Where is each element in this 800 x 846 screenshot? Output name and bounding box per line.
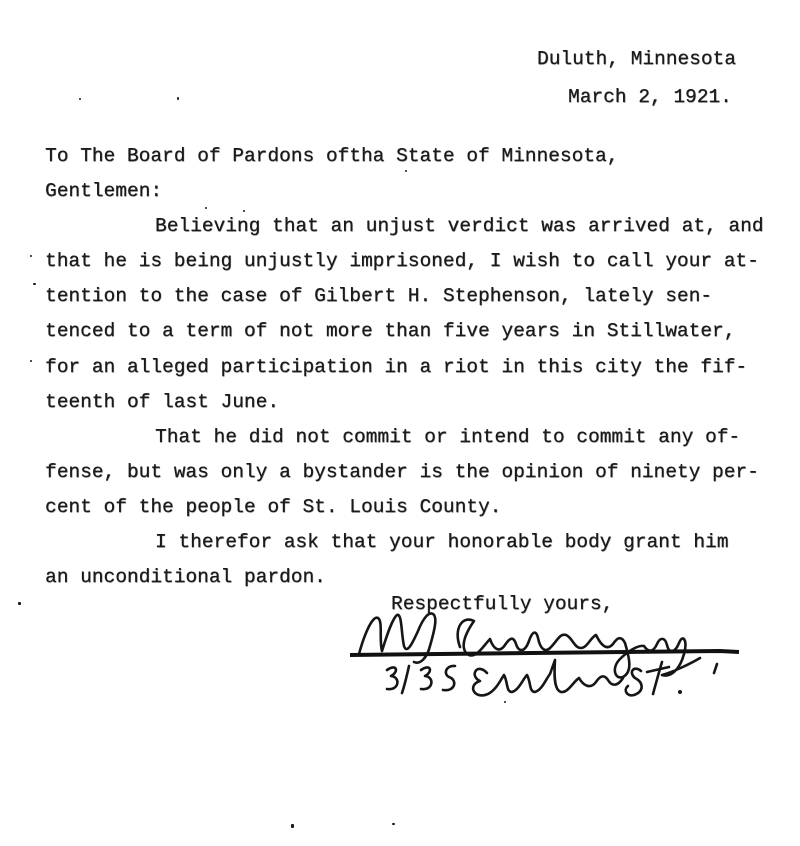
ink-speck: [79, 98, 81, 100]
ink-speck: [177, 97, 179, 100]
signature-address-stroke: [387, 667, 397, 689]
signature-period-dot: [678, 690, 682, 694]
ink-speck: [205, 207, 207, 209]
body-line: teenth of last June.: [45, 390, 280, 413]
ink-speck: [30, 255, 32, 257]
body-line: tenced to a term of not more than five years in Stillwater,: [45, 320, 736, 343]
handwritten-signature: [335, 602, 765, 707]
ink-speck: [33, 283, 36, 285]
body-line: I therefor ask that your honorable body grant him: [155, 531, 729, 554]
ink-speck: [392, 823, 395, 825]
signature-address-stroke: [473, 660, 623, 695]
signature-address-stroke: [653, 662, 662, 694]
body-line: for an alleged participation in a riot in this city the fif-: [45, 355, 748, 378]
ink-speck: [243, 210, 245, 212]
ink-speck: [504, 701, 506, 703]
ink-speck: [291, 824, 294, 828]
signature-strikethrough-rule: [350, 651, 739, 655]
ink-speck: [18, 602, 21, 605]
letter-body: [45, 139, 790, 595]
ink-speck: [405, 170, 407, 172]
body-line: Believing that an unjust verdict was arrived at, and: [155, 215, 764, 238]
body-line: fense, but was only a bystander is the opinion of ninety per-: [45, 460, 759, 483]
dateline-date: March 2, 1921.: [568, 86, 732, 108]
body-line: an unconditional pardon.: [45, 566, 326, 589]
valediction: Respectfully yours,: [391, 593, 614, 615]
signature-apostrophe-stroke: [714, 664, 717, 673]
dateline-city: Duluth, Minnesota: [537, 48, 736, 70]
salutation-line: Gentlemen:: [45, 180, 163, 203]
ink-speck: [30, 360, 32, 362]
recipient-line: To The Board of Pardons oftha State of Minnesota,: [45, 145, 619, 167]
body-line: That he did not commit or intend to commit any of-: [155, 425, 741, 448]
body-line: cent of the people of St. Louis County.: [45, 495, 502, 518]
body-line: tention to the case of Gilbert H. Stephenson, lately sen-: [45, 285, 713, 308]
signature-address-stroke: [421, 667, 431, 689]
signature-address-stroke: [443, 666, 455, 690]
signature-address-stroke: [402, 666, 409, 693]
body-line: that he is being unjustly imprisoned, I wish to call your at-: [45, 250, 759, 273]
